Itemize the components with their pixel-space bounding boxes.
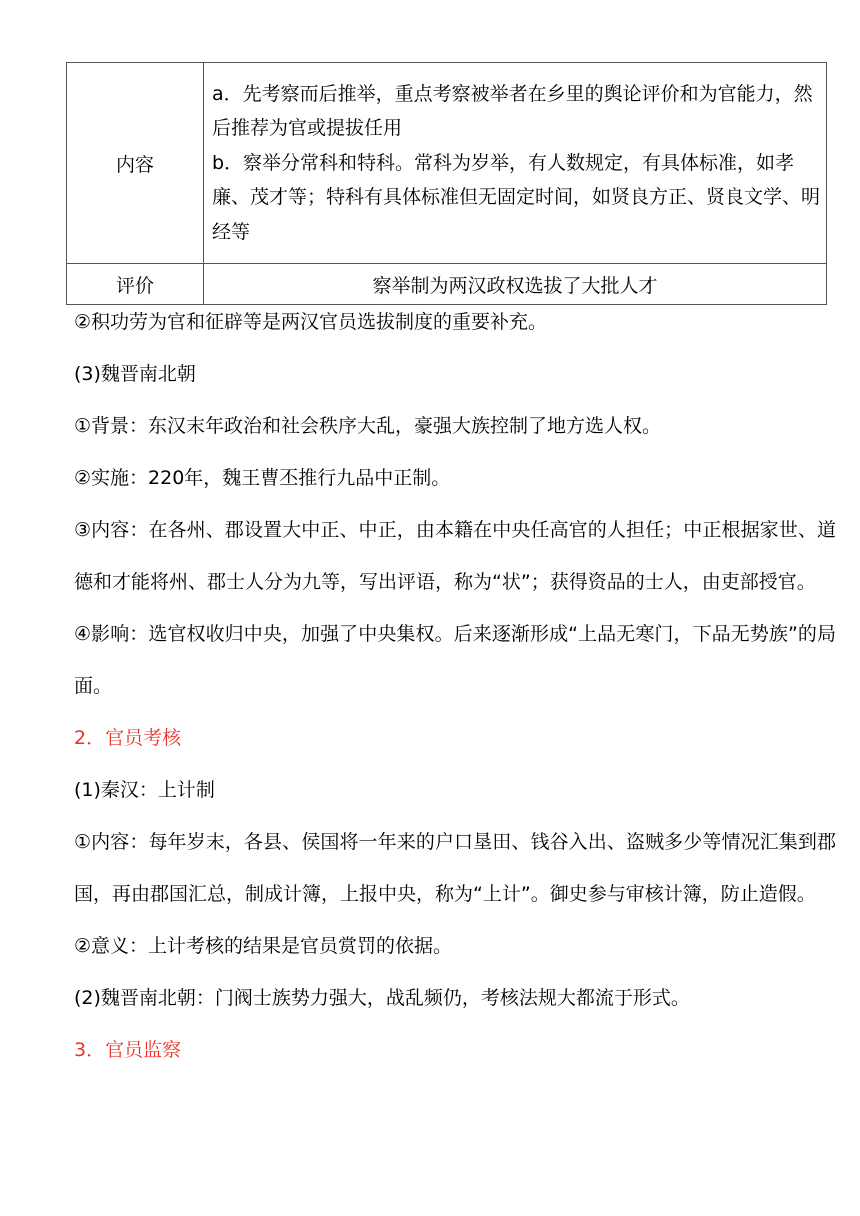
paragraph: ②实施：220年，魏王曹丕推行九品中正制。: [74, 467, 451, 489]
content-item-b: b．察举分常科和特科。常科为岁举，有人数规定，有具体标准，如孝廉、茂才等；特科有具体标准但无固定时间，如贤良方正、贤良文学、明经等: [212, 151, 821, 243]
table-row-content: [67, 63, 827, 264]
document-page: [66, 62, 828, 305]
table-cell-content: [204, 63, 827, 264]
table-cell-evaluation: 察举制为两汉政权选拔了大批人才: [204, 264, 827, 305]
paragraph: ①内容：每年岁末，各县、侯国将一年来的户口垦田、钱谷入出、盗贼多少等情况汇集到郡国，再由郡国汇总，制成计簿，上报中央，称为“上计”。御史参与审核计簿，防止造假。: [74, 831, 836, 905]
section-heading: 2．官员考核: [74, 727, 182, 749]
section-subheading: (3)魏晋南北朝: [74, 363, 196, 385]
body-text: [74, 296, 836, 1076]
table-label-content: 内容: [67, 63, 204, 264]
content-item-a: a．先考察而后推举，重点考察被举者在乡里的舆论评价和为官能力，然后推荐为官或提拔任用: [212, 82, 813, 140]
section-subheading: (1)秦汉：上计制: [74, 779, 215, 801]
paragraph: ②积功劳为官和征辟等是两汉官员选拔制度的重要补充。: [74, 311, 548, 333]
paragraph: ①背景：东汉末年政治和社会秩序大乱，豪强大族控制了地方选人权。: [74, 415, 662, 437]
paragraph: (2)魏晋南北朝：门阀士族势力强大，战乱频仍，考核法规大都流于形式。: [74, 987, 690, 1009]
paragraph: ③内容：在各州、郡设置大中正、中正，由本籍在中央任高官的人担任；中正根据家世、道德和才能将州、郡士人分为九等，写出评语，称为“状”；获得资品的士人，由吏部授官。: [74, 519, 836, 593]
section-heading: 3．官员监察: [74, 1039, 182, 1061]
paragraph: ②意义：上计考核的结果是官员赏罚的依据。: [74, 935, 453, 957]
paragraph: ④影响：选官权收归中央，加强了中央集权。后来逐渐形成“上品无寒门，下品无势族”的局面。: [74, 623, 836, 697]
table-label-evaluation: 评价: [67, 264, 204, 305]
selection-table: [66, 62, 827, 305]
